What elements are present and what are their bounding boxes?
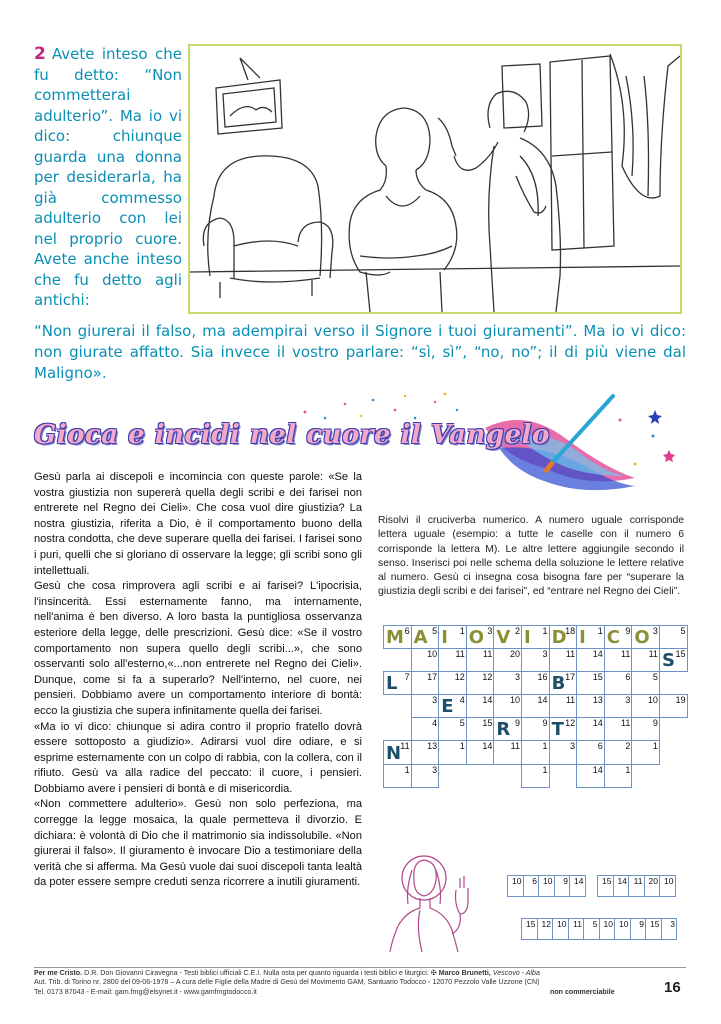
solution-cell-number: 20 — [648, 876, 658, 886]
cell-letter: B — [551, 673, 566, 695]
cell-number: 13 — [427, 741, 438, 752]
solution-cell-number: 10 — [543, 876, 553, 886]
crossword-cell[interactable] — [466, 626, 494, 649]
crossword-cell[interactable] — [494, 672, 522, 695]
crossword-row — [384, 764, 688, 787]
cell-number: 17 — [565, 672, 576, 683]
cell-number: 11 — [565, 695, 576, 706]
crossword-cell[interactable] — [577, 741, 605, 764]
crossword-cell[interactable] — [384, 672, 412, 695]
footer-credits — [34, 969, 634, 997]
cell-letter: C — [606, 627, 620, 649]
solution-row — [598, 876, 676, 897]
cell-number: 1 — [652, 741, 658, 752]
cell-letter: O — [468, 627, 485, 649]
cell-letter: N — [386, 742, 402, 764]
cell-number: 3 — [570, 741, 576, 752]
cell-number: 11 — [621, 649, 631, 660]
crossword-cell[interactable] — [494, 741, 522, 764]
cell-number: 3 — [625, 695, 631, 706]
solution-cell[interactable] — [613, 876, 629, 897]
crossword-cell[interactable] — [384, 741, 412, 764]
cell-number: 1 — [459, 626, 465, 636]
crossword-cell[interactable] — [577, 764, 605, 787]
solution-cell[interactable] — [599, 919, 615, 940]
solution-row — [508, 876, 586, 897]
cell-letter: M — [386, 627, 404, 649]
solution-cell-number: 10 — [603, 919, 613, 929]
solution-word-2 — [597, 875, 676, 897]
crossword-cell[interactable] — [466, 649, 494, 672]
cell-number: 1 — [597, 626, 603, 636]
cell-number: 13 — [592, 695, 603, 706]
solution-cell-number: 9 — [563, 876, 568, 886]
bishop-name: Marco Brunetti, — [438, 969, 491, 977]
crossword-cell[interactable] — [521, 672, 549, 695]
cell-number: 1 — [542, 741, 548, 752]
solution-cell-number: 10 — [512, 876, 522, 886]
verse-number: 2 — [34, 44, 46, 64]
cell-number: 11 — [565, 649, 576, 660]
cell-letter: D — [551, 627, 567, 649]
solution-cell[interactable] — [615, 919, 631, 940]
crossword-cell[interactable] — [494, 649, 522, 672]
crossword-cell[interactable] — [604, 649, 632, 672]
solution-cell-number: 15 — [526, 919, 536, 929]
page-number: 16 — [664, 979, 681, 996]
cell-letter: T — [551, 719, 564, 741]
illustration-frame — [188, 44, 682, 314]
crossword-cell[interactable] — [549, 718, 577, 741]
crossword-cell[interactable] — [466, 741, 494, 764]
credits-line-1: D.R. Don Giovanni Ciravegna - Testi biblici ufficiali C.E.I. Nulla osta per quanto riguarda i testi biblici e liturgici: ✠ — [84, 969, 437, 977]
solution-cell[interactable] — [644, 876, 660, 897]
cell-letter: I — [441, 627, 448, 649]
crossword-instructions: Risolvi il cruciverba numerico. A numero uguale corrisponde lettera uguale (esempio: a tutte le caselle con il numero 6 corrisponde la lettera M). Le altre lettere aggiungile secondo il senso. Inserisci poi nelle schema della soluzione le lettere relative al numero. Gesù ci insegna cosa bisogna fare per “superare la giustizia degli scribi e dei farisei”, ed “entrare nel Regno dei Cieli”. — [378, 515, 684, 598]
crossword-cell[interactable] — [549, 741, 577, 764]
cell-number: 12 — [565, 718, 576, 729]
crossword-cell[interactable] — [384, 764, 412, 787]
cell-number: 2 — [514, 626, 520, 636]
not-for-sale-label: non commerciabile — [550, 988, 615, 996]
cell-number: 11 — [510, 741, 520, 752]
crossword-black-cell — [494, 764, 522, 787]
cell-number: 20 — [509, 649, 520, 660]
solution-cell-number: 14 — [617, 876, 627, 886]
crossword-cell[interactable] — [439, 695, 467, 718]
solution-cell-number: 5 — [592, 919, 598, 929]
crossword-cell[interactable] — [411, 741, 439, 764]
cell-number: 3 — [432, 695, 438, 706]
couple-arguing-illustration — [190, 46, 680, 312]
cell-number: 9 — [514, 718, 520, 729]
publication-name: Per me Cristo. — [34, 969, 83, 977]
cell-number: 14 — [592, 764, 603, 775]
crossword-cell[interactable] — [604, 764, 632, 787]
crossword-black-cell — [439, 764, 467, 787]
cell-number: 15 — [482, 718, 493, 729]
solution-cell-number: 3 — [670, 919, 675, 929]
cell-number: 5 — [432, 626, 438, 636]
crossword-cell[interactable] — [604, 672, 632, 695]
crossword-cell[interactable] — [521, 626, 549, 649]
crossword-cell[interactable] — [577, 718, 605, 741]
cell-number: 18 — [565, 626, 576, 636]
solution-cell[interactable] — [537, 919, 553, 940]
solution-cell-number: 9 — [639, 919, 644, 929]
crossword-row — [384, 741, 688, 764]
crossword-black-cell — [632, 764, 660, 787]
crossword-row — [384, 626, 688, 649]
crossword-cell[interactable] — [411, 649, 439, 672]
cell-letter: E — [441, 696, 454, 718]
solution-word-3 — [521, 918, 677, 940]
jesus-blessing-illustration — [376, 848, 488, 952]
crossword-cell[interactable] — [549, 672, 577, 695]
cell-number: 1 — [542, 626, 548, 636]
crossword-cell[interactable] — [577, 649, 605, 672]
cell-number: 1 — [404, 764, 410, 775]
crossword-cell[interactable] — [632, 695, 660, 718]
crossword-cell[interactable] — [521, 695, 549, 718]
crossword-cell[interactable] — [466, 672, 494, 695]
credits-line-3: Tel. 0173 87043 - E-mail: gam.fmg@elsynet.it - www.gamfmgtodocco.it — [34, 987, 257, 996]
cell-number: 6 — [404, 626, 410, 636]
cell-number: 5 — [652, 672, 658, 683]
solution-cell-number: 12 — [541, 919, 551, 929]
cell-number: 11 — [483, 649, 493, 660]
solution-cell[interactable] — [629, 876, 645, 897]
crossword-black-cell — [466, 764, 494, 787]
commentary-paragraph: Gesù che cosa rimprovera agli scribi e ai farisei? L'ipocrisia, l'insincerità. Essi esternamente fanno, ma internamente, nell'anima è ben diverso. A loro basta la puntigliosa osservanza esteriore della legge, delle prescrizioni. Gesù dice: «Se il vostro comportamento non supera quello degli scribi...», che sono osservanti solo all'esterno,«...non entrerete nel Regno dei Cieli». Dunque, come si fa a superarlo? Nell'interno, nel cuore, nei pensieri. Dobbiamo avere un comportamento interiore di bontà: ecco la giustizia che supera infinitamente quella dei farisei. — [34, 580, 362, 717]
cell-number: 3 — [514, 672, 520, 683]
crossword-cell[interactable] — [659, 649, 687, 672]
commentary-paragraph: «Non commettere adulterio». Gesù non solo perfeziona, ma corregge la legge mosaica, la quale permetteva il divorzio. E dichiara: è volontà di Dio che il matrimonio sia indissolubile. «Non giurerai il falso». Il giuramento è invocare Dio a testimoniare della verità che si afferma. Ma Gesù vuole dai suoi discepoli tanta lealtà da poter essere sempre creduti senza ricorrere a inutili giuramenti. — [34, 798, 362, 889]
cell-number: 14 — [592, 649, 603, 660]
cell-number: 17 — [427, 672, 438, 683]
solution-cell[interactable] — [523, 876, 539, 897]
crossword-cell[interactable] — [632, 741, 660, 764]
crossword-row — [384, 672, 688, 695]
commentary-paragraph: Gesù parla ai discepoli e incomincia con queste parole: «Se la vostra giustizia non supererà quella degli scribi e dei farisei non entrerete nel Regno dei Cieli». Che cosa vuol dire giustizia? La nostra giustizia, riferita a Dio, è il comportamento buono della nostra condotta, che deve superare quella dei farisei. I farisei sono i puri, quelli che si gloriano di osservare la legge; gli scribi sono gli intellettuali. — [34, 471, 362, 577]
crossword-cell[interactable] — [549, 649, 577, 672]
cell-number: 11 — [648, 649, 658, 660]
crossword-cell[interactable] — [494, 718, 522, 741]
crossword-cell[interactable] — [632, 649, 660, 672]
crossword-cell[interactable] — [411, 718, 439, 741]
solution-cell-number: 11 — [573, 919, 582, 929]
solution-cell[interactable] — [568, 919, 584, 940]
solution-cell[interactable] — [539, 876, 555, 897]
crossword-cell[interactable] — [521, 764, 549, 787]
cell-number: 14 — [482, 695, 493, 706]
crossword-cell[interactable] — [604, 626, 632, 649]
gospel-intro-text: Avete inteso che fu detto: “Non commetterai adulterio”. Ma io vi dico: chiunque guarda una donna per desiderarla, ha già commesso adulterio con lei nel proprio cuore. Avete anche inteso che fu detto agli antichi: — [34, 45, 182, 309]
crossword-cell[interactable] — [411, 626, 439, 649]
cell-number: 6 — [625, 672, 631, 683]
crossword-row — [384, 649, 688, 672]
cell-number: 11 — [621, 718, 631, 729]
cell-letter: S — [661, 650, 675, 672]
crossword-cell[interactable] — [411, 695, 439, 718]
cell-letter: I — [523, 627, 531, 649]
crossword-cell[interactable] — [466, 718, 494, 741]
solution-cell[interactable] — [508, 876, 524, 897]
solution-cell-number: 15 — [602, 876, 612, 886]
cell-number: 4 — [432, 718, 438, 729]
crossword-cell[interactable] — [439, 649, 467, 672]
crossword-row — [384, 718, 688, 741]
cell-number: 11 — [455, 649, 465, 660]
gospel-continuation: “Non giurerai il falso, ma adempirai verso il Signore i tuoi giuramenti”. Ma io vi dico: non giurate affatto. Sia invece il vostro parlare: “sì, sì”, “no, no”; il di più viene dal Maligno». — [34, 322, 686, 382]
crossword-cell[interactable] — [521, 649, 549, 672]
solution-cell[interactable] — [522, 919, 538, 940]
cell-number: 1 — [459, 741, 465, 752]
cell-number: 15 — [592, 672, 603, 683]
cell-number: 1 — [542, 764, 548, 775]
cell-number: 5 — [680, 626, 686, 636]
solution-cell-number: 10 — [619, 919, 629, 929]
cell-number: 3 — [432, 764, 438, 775]
crossword-cell[interactable] — [411, 672, 439, 695]
crossword-cell[interactable] — [577, 695, 605, 718]
cell-number: 12 — [454, 672, 465, 683]
cell-number: 6 — [597, 741, 603, 752]
cell-number: 2 — [625, 741, 631, 752]
crossword-cell[interactable] — [494, 695, 522, 718]
solution-cell[interactable] — [584, 919, 600, 940]
solution-cell[interactable] — [554, 876, 570, 897]
crossword-cell[interactable] — [439, 626, 467, 649]
solution-row — [522, 919, 677, 940]
cell-letter: V — [496, 627, 511, 649]
crossword-black-cell — [384, 649, 412, 672]
section-title: Gioca e incidi nel cuore il Vangelo — [34, 420, 550, 450]
cell-number: 10 — [647, 695, 658, 706]
cell-letter: R — [496, 719, 511, 741]
cell-number: 19 — [675, 695, 686, 706]
solution-cell-number: 11 — [633, 876, 643, 886]
crossword-cell[interactable] — [604, 741, 632, 764]
crossword-cell[interactable] — [521, 718, 549, 741]
cell-number: 1 — [625, 764, 631, 775]
cell-letter: O — [634, 627, 650, 649]
solution-word-1 — [507, 875, 586, 897]
bishop-title: Vescovo - Alba — [492, 969, 540, 977]
crossword-cell[interactable] — [632, 672, 660, 695]
cell-number: 12 — [482, 672, 493, 683]
crossword-cell[interactable] — [549, 626, 577, 649]
crossword-cell[interactable] — [549, 695, 577, 718]
solution-cell-number: 6 — [532, 876, 537, 886]
solution-cell-number: 10 — [664, 876, 674, 886]
crossword-cell[interactable] — [494, 626, 522, 649]
solution-cell-number: 15 — [650, 919, 660, 929]
crossword-cell[interactable] — [439, 672, 467, 695]
crossword-cell[interactable] — [659, 695, 687, 718]
crossword-cell[interactable] — [632, 626, 660, 649]
cell-number: 14 — [482, 741, 493, 752]
commentary-column — [34, 470, 362, 891]
cell-number: 3 — [652, 626, 658, 636]
cell-number: 9 — [542, 718, 548, 729]
crossword-row — [384, 695, 688, 718]
cell-number: 10 — [509, 695, 520, 706]
solution-cell[interactable] — [598, 876, 614, 897]
cell-number: 3 — [487, 626, 493, 636]
solution-cell[interactable] — [630, 919, 646, 940]
commentary-paragraph: «Ma io vi dico: chiunque si adira contro il proprio fratello dovrà essere sottoposto a giudizio». Adirarsi vuol dire odiare, e si esprime esternamente con un colpo di rabbia, con la collera, con il rifiuto. Gesù va alla radice del peccato: il cuore, i pensieri. Dobbiamo avere i pensieri di bontà e di misericordia. — [34, 720, 362, 795]
crossword-cell[interactable] — [439, 718, 467, 741]
crossword-cell[interactable] — [411, 764, 439, 787]
cell-number: 16 — [537, 672, 548, 683]
cell-number: 10 — [427, 649, 438, 660]
crossword-cell[interactable] — [466, 695, 494, 718]
crossword-cell[interactable] — [577, 672, 605, 695]
solution-cell[interactable] — [660, 876, 676, 897]
credits-line-2: Aut. Trib. di Torino nr. 2800 del 09-06-1978 – A cura delle Figlie della Madre di Gesù del Movimento GAM, Santuario Todocco - 12070 Pezzolo Valle Uzzone (CN) — [34, 978, 540, 987]
solution-cell-number: 14 — [574, 876, 584, 886]
cell-number: 7 — [404, 672, 410, 683]
crossword-cell[interactable] — [439, 741, 467, 764]
cell-number: 14 — [537, 695, 548, 706]
crossword-black-cell — [384, 695, 412, 718]
solution-cell[interactable] — [570, 876, 586, 897]
crossword-cell[interactable] — [577, 626, 605, 649]
gospel-intro — [34, 44, 182, 311]
crossword-cell[interactable] — [521, 741, 549, 764]
cell-number: 11 — [400, 741, 410, 752]
crossword-black-cell — [549, 764, 577, 787]
crossword-cell[interactable] — [604, 718, 632, 741]
crossword-cell[interactable] — [604, 695, 632, 718]
cell-number: 5 — [459, 718, 465, 729]
crossword-cell[interactable] — [659, 626, 687, 649]
cell-letter: A — [413, 627, 428, 649]
cell-letter: L — [386, 673, 398, 695]
solution-cell[interactable] — [661, 919, 677, 940]
footer-divider — [34, 967, 686, 968]
cell-number: 4 — [459, 695, 465, 706]
crossword-cell[interactable] — [632, 718, 660, 741]
cell-number: 9 — [625, 626, 631, 636]
cell-number: 15 — [675, 649, 686, 660]
solution-cell[interactable] — [646, 919, 662, 940]
cell-number: 9 — [652, 718, 658, 729]
crossword-black-cell — [384, 718, 412, 741]
crossword-cell[interactable] — [384, 626, 412, 649]
cell-number: 14 — [592, 718, 603, 729]
solution-cell-number: 10 — [557, 919, 567, 929]
cell-number: 3 — [542, 649, 548, 660]
numeric-crossword — [383, 625, 688, 788]
cell-letter: I — [579, 627, 586, 649]
solution-cell[interactable] — [553, 919, 569, 940]
